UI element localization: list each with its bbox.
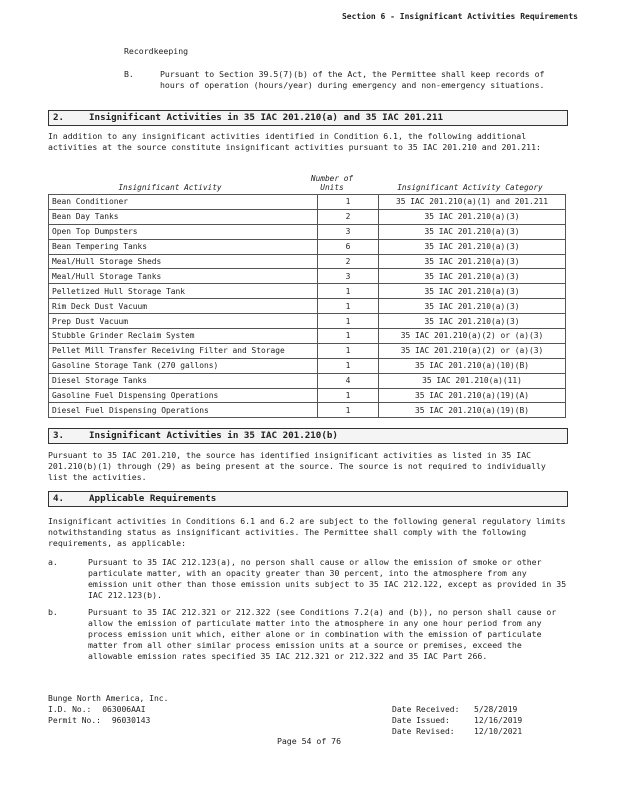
section-title: Insignificant Activities in 35 IAC 201.210(b) (89, 430, 338, 441)
item-a-text: Pursuant to 35 IAC 212.123(a), no person shall cause or allow the emission of smoke or other particulate matter, with an opacity greater than 30 percent, into the atmosphere from any emission unit other than those emission units subject to 35 IAC 212.122, except as provided in 35 IAC 212.123(b). (88, 557, 567, 600)
category-cell: 35 IAC 201.210(a)(1) and 201.211 (379, 195, 566, 210)
section-3-text: Pursuant to 35 IAC 201.210, the source has identified insignificant activities as listed in 35 IAC 201.210(b)(1) through (29) as being present at the source. The source is not required to individually list the activities. (48, 450, 546, 482)
recordkeeping-item-text: Pursuant to Section 39.5(7)(b) of the Act, the Permittee shall keep records of hours of operation (hours/year) during emergency and non-emergency situations. (160, 69, 545, 90)
section-number: 2. (53, 112, 65, 123)
col-header-activity: Insignificant Activity (118, 183, 222, 192)
activity-cell: Bean Day Tanks (49, 209, 318, 224)
footer-received-value: 5/28/2019 (474, 705, 518, 714)
category-cell: 35 IAC 201.210(a)(3) (379, 269, 566, 284)
units-cell: 1 (318, 388, 379, 403)
category-cell: 35 IAC 201.210(a)(3) (379, 224, 566, 239)
footer-left (48, 693, 168, 726)
section-number: 4. (53, 493, 65, 504)
footer-issued-row (392, 715, 522, 726)
category-cell: 35 IAC 201.210(a)(3) (379, 314, 566, 329)
activity-cell: Gasoline Fuel Dispensing Operations (49, 388, 318, 403)
category-cell: 35 IAC 201.210(a)(3) (379, 254, 566, 269)
table-row (49, 388, 566, 403)
units-cell: 1 (318, 358, 379, 373)
units-cell: 1 (318, 299, 379, 314)
category-cell: 35 IAC 201.210(a)(3) (379, 239, 566, 254)
activity-cell: Stubble Grinder Reclaim System (49, 329, 318, 344)
units-cell: 1 (318, 343, 379, 358)
table-row (49, 269, 566, 284)
footer-issued-label: Date Issued: (392, 716, 450, 725)
section-2-heading (48, 110, 568, 126)
activity-cell: Pelletized Hull Storage Tank (49, 284, 318, 299)
table-row (49, 195, 566, 210)
table-row (49, 254, 566, 269)
table-row (49, 224, 566, 239)
col-header-category: Insignificant Activity Category (397, 183, 543, 192)
footer-revised-value: 12/10/2021 (474, 727, 523, 736)
footer-revised-label: Date Revised: (392, 727, 455, 736)
activity-cell: Meal/Hull Storage Sheds (49, 254, 318, 269)
footer-permit-row (48, 715, 168, 726)
units-cell: 1 (318, 284, 379, 299)
section-3-heading (48, 428, 568, 444)
footer-received-label: Date Received: (392, 705, 460, 714)
activity-cell: Diesel Storage Tanks (49, 373, 318, 388)
footer-company: Bunge North America, Inc. (48, 694, 169, 703)
table-row (49, 284, 566, 299)
units-cell: 1 (318, 403, 379, 418)
col-header-units-line1: Number of (310, 174, 354, 183)
category-cell: 35 IAC 201.210(a)(2) or (a)(3) (379, 343, 566, 358)
footer-id-label: I.D. No.: (48, 705, 92, 714)
footer-received-row (392, 704, 522, 715)
footer-right (392, 704, 522, 737)
activity-cell: Pellet Mill Transfer Receiving Filter and Storage (49, 343, 318, 358)
footer-permit-label: Permit No.: (48, 716, 101, 725)
col-header-units (302, 174, 362, 192)
footer-issued-value: 12/16/2019 (474, 716, 523, 725)
table-row (49, 403, 566, 418)
recordkeeping-heading: Recordkeeping (124, 46, 189, 56)
units-cell: 3 (318, 224, 379, 239)
category-cell: 35 IAC 201.210(a)(3) (379, 299, 566, 314)
category-cell: 35 IAC 201.210(a)(19)(A) (379, 388, 566, 403)
activity-cell: Rim Deck Dust Vacuum (49, 299, 318, 314)
category-cell: 35 IAC 201.210(a)(10)(B) (379, 358, 566, 373)
units-cell: 2 (318, 209, 379, 224)
col-header-units-line2: Units (320, 183, 344, 192)
activity-cell: Open Top Dumpsters (49, 224, 318, 239)
category-cell: 35 IAC 201.210(a)(3) (379, 209, 566, 224)
page-number: Page 54 of 76 (276, 736, 342, 746)
category-cell: 35 IAC 201.210(a)(11) (379, 373, 566, 388)
category-cell: 35 IAC 201.210(a)(2) or (a)(3) (379, 329, 566, 344)
units-cell: 1 (318, 314, 379, 329)
activity-cell: Prep Dust Vacuum (49, 314, 318, 329)
table-row (49, 358, 566, 373)
section-number: 3. (53, 430, 65, 441)
table-row (49, 314, 566, 329)
table-row (49, 329, 566, 344)
category-cell: 35 IAC 201.210(a)(19)(B) (379, 403, 566, 418)
table-row (49, 373, 566, 388)
activity-cell: Gasoline Storage Tank (270 gallons) (49, 358, 318, 373)
activity-cell: Meal/Hull Storage Tanks (49, 269, 318, 284)
section-4-heading (48, 491, 568, 507)
table-row (49, 209, 566, 224)
section-4-intro: Insignificant activities in Conditions 6.1 and 6.2 are subject to the following general regulatory limits notwithstanding status as insignificant activities. The Permittee shall comply with the following requirements, as applicable: (48, 516, 566, 548)
section-title: Applicable Requirements (89, 493, 217, 504)
units-cell: 6 (318, 239, 379, 254)
activity-cell: Bean Tempering Tanks (49, 239, 318, 254)
units-cell: 4 (318, 373, 379, 388)
units-cell: 1 (318, 195, 379, 210)
section-title: Insignificant Activities in 35 IAC 201.210(a) and 35 IAC 201.211 (89, 112, 444, 123)
section-2-intro: In addition to any insignificant activities identified in Condition 6.1, the following additional activities at the source constitute insignificant activities pursuant to 35 IAC 201.210 and 201.211: (48, 131, 541, 152)
table-row (49, 299, 566, 314)
item-b-letter: b. (48, 607, 58, 617)
units-cell: 2 (318, 254, 379, 269)
units-cell: 3 (318, 269, 379, 284)
item-a-letter: a. (48, 557, 58, 567)
footer-id-row (48, 704, 168, 715)
activity-cell: Bean Conditioner (49, 195, 318, 210)
footer-permit-value: 96030143 (111, 716, 151, 725)
activity-cell: Diesel Fuel Dispensing Operations (49, 403, 318, 418)
item-b-text: Pursuant to 35 IAC 212.321 or 212.322 (see Conditions 7.2(a) and (b)), no person shall cause or allow the emission of particulate matter into the atmosphere in any one hour period from any process emission unit which, either alone or in combination with the emission of particulate matter from all other similar process emission units at a source or premises, exceed the allowable emission rates specified 35 IAC 212.321 or 212.322 and 35 IAC Part 266. (88, 607, 557, 661)
table-row (49, 239, 566, 254)
category-cell: 35 IAC 201.210(a)(3) (379, 284, 566, 299)
page-header-title: Section 6 - Insignificant Activities Requirements (341, 12, 578, 21)
units-cell: 1 (318, 329, 379, 344)
insignificant-activities-table (48, 194, 566, 418)
recordkeeping-item-letter: B. (124, 69, 134, 79)
table-row (49, 343, 566, 358)
footer-id-value: 063006AAI (102, 705, 146, 714)
